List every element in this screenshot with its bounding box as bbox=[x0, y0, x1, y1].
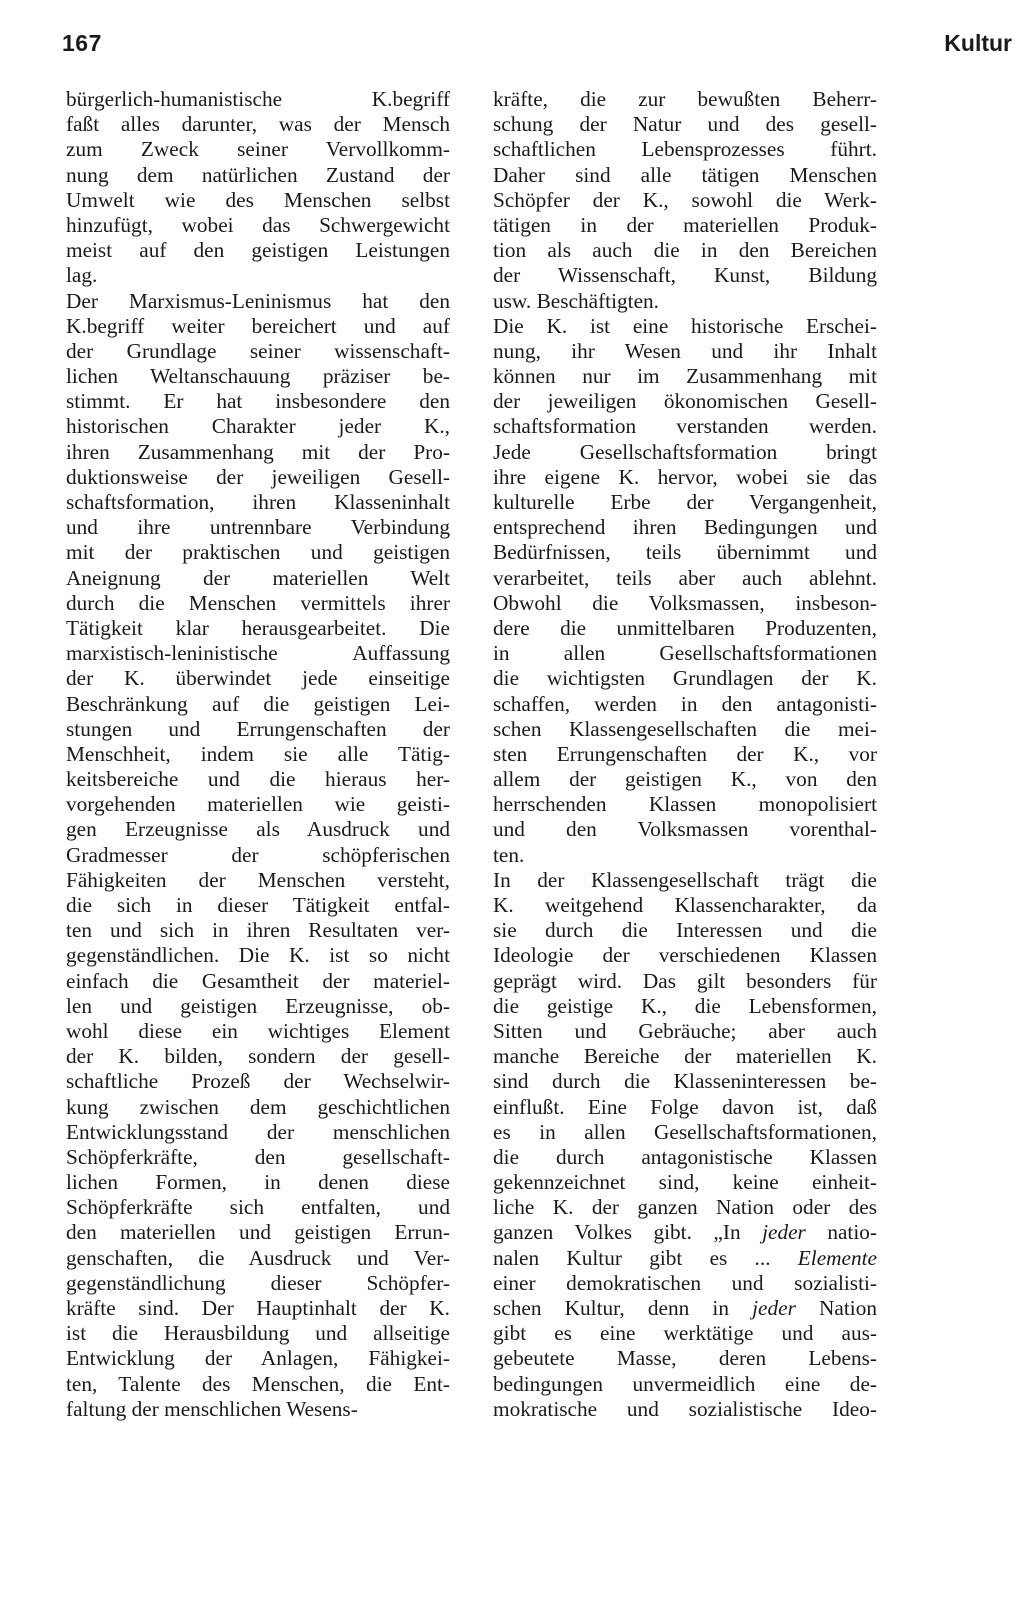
text-line: tion als auch die in den Bereichen bbox=[493, 238, 877, 263]
text-line: nung, ihr Wesen und ihr Inhalt bbox=[493, 338, 877, 363]
text-line: faßt alles darunter, was der Mensch bbox=[66, 112, 450, 137]
page-number: 167 bbox=[62, 30, 102, 56]
text-line: manche Bereiche der materiellen K. bbox=[493, 1044, 877, 1069]
text-line: Entwicklungsstand der menschlichen bbox=[66, 1119, 450, 1144]
text-line: gegenständlichen. Die K. ist so nicht bbox=[66, 943, 450, 968]
text-line: ganzen Volkes gibt. „In jeder natio- bbox=[493, 1220, 877, 1245]
text-line: gen Erzeugnisse als Ausdruck und bbox=[66, 817, 450, 842]
text-line: ihre eigene K. hervor, wobei sie das bbox=[493, 464, 877, 489]
text-line: marxistisch-leninistische Auffassung bbox=[66, 641, 450, 666]
text-line: ihren Zusammenhang mit der Pro- bbox=[66, 439, 450, 464]
text-line: historischen Charakter jeder K., bbox=[66, 414, 450, 439]
text-line: schaftliche Prozeß der Wechselwir- bbox=[66, 1069, 450, 1094]
left-column bbox=[66, 87, 450, 1422]
text-line: kulturelle Erbe der Vergangenheit, bbox=[493, 490, 877, 514]
text-line: ist die Herausbildung und allseitige bbox=[66, 1321, 450, 1346]
text-line: K.begriff weiter bereichert und auf bbox=[66, 313, 450, 338]
text-line: Schöpferkräfte, den gesellschaft- bbox=[66, 1144, 450, 1169]
text-line: nung dem natürlichen Zustand der bbox=[66, 162, 450, 187]
text-line: einer demokratischen und sozialisti- bbox=[493, 1270, 877, 1295]
text-line: schaftsformation, ihren Klasseninhalt bbox=[66, 490, 450, 514]
text-line: die geistige K., die Lebensformen, bbox=[493, 993, 877, 1018]
text-line: einflußt. Eine Folge davon ist, daß bbox=[493, 1094, 877, 1119]
text-line: Der Marxismus-Leninismus hat den bbox=[66, 288, 450, 313]
text-line: kung zwischen dem geschichtlichen bbox=[66, 1094, 450, 1119]
text-line: der Wissenschaft, Kunst, Bildung bbox=[493, 263, 877, 288]
text-line: usw. Beschäftigten. bbox=[493, 288, 659, 313]
text-line: tätigen in der materiellen Produk- bbox=[493, 212, 877, 237]
text-line: gegenständlichung dieser Schöpfer- bbox=[66, 1270, 450, 1295]
running-head: Kultur bbox=[944, 30, 1012, 56]
text-line: bedingungen unvermeidlich eine de- bbox=[493, 1371, 877, 1396]
text-line: K. weitgehend Klassencharakter, da bbox=[493, 893, 877, 917]
text-line: Aneignung der materiellen Welt bbox=[66, 565, 450, 590]
text-line: schaftsformation verstanden werden. bbox=[493, 414, 877, 439]
text-line: der jeweiligen ökonomischen Gesell- bbox=[493, 389, 877, 414]
text-line: kräfte sind. Der Hauptinhalt der K. bbox=[66, 1296, 450, 1320]
text-line: Die K. ist eine historische Erschei- bbox=[493, 313, 877, 338]
text-line: gebeutete Masse, deren Lebens- bbox=[493, 1346, 877, 1371]
text-line: entsprechend ihren Bedingungen und bbox=[493, 515, 877, 540]
text-line: hinzufügt, wobei das Schwergewicht bbox=[66, 212, 450, 237]
right-column bbox=[493, 87, 877, 1422]
page-header bbox=[62, 30, 1012, 70]
text-line: meist auf den geistigen Leistungen bbox=[66, 238, 450, 263]
text-line: Tätigkeit klar herausgearbeitet. Die bbox=[66, 615, 450, 640]
text-line: zum Zweck seiner Vervollkomm- bbox=[66, 137, 450, 162]
text-line: Jede Gesellschaftsformation bringt bbox=[493, 439, 877, 464]
text-line: kräfte, die zur bewußten Beherr- bbox=[493, 87, 877, 111]
text-line: Bedürfnissen, teils übernimmt und bbox=[493, 540, 877, 565]
text-line: ten. bbox=[493, 842, 525, 867]
text-line: len und geistigen Erzeugnisse, ob- bbox=[66, 993, 450, 1018]
text-line: vorgehenden materiellen wie geisti- bbox=[66, 792, 450, 817]
text-line: geprägt wird. Das gilt besonders für bbox=[493, 968, 877, 993]
text-line: verarbeitet, teils aber auch ablehnt. bbox=[493, 565, 877, 590]
text-line: allem der geistigen K., von den bbox=[493, 767, 877, 792]
text-line: Schöpferkräfte sich entfalten, und bbox=[66, 1195, 450, 1220]
text-line: lag. bbox=[66, 263, 98, 288]
text-line: stungen und Errungenschaften der bbox=[66, 716, 450, 741]
text-line: die wichtigsten Grundlagen der K. bbox=[493, 666, 877, 691]
text-line: es in allen Gesellschaftsformationen, bbox=[493, 1119, 877, 1144]
text-line: Beschränkung auf die geistigen Lei- bbox=[66, 691, 450, 716]
text-line: der K. bilden, sondern der gesell- bbox=[66, 1044, 450, 1069]
text-line: und ihre untrennbare Verbindung bbox=[66, 515, 450, 540]
text-line: schen Klassengesellschaften die mei- bbox=[493, 716, 877, 741]
text-line: der Grundlage seiner wissenschaft- bbox=[66, 338, 450, 363]
text-line: die durch antagonistische Klassen bbox=[493, 1144, 877, 1169]
text-line: Entwicklung der Anlagen, Fähigkei- bbox=[66, 1346, 450, 1371]
text-line: Menschheit, indem sie alle Tätig- bbox=[66, 741, 450, 766]
text-line: schaffen, werden in den antagonisti- bbox=[493, 691, 877, 716]
text-line: mit der praktischen und geistigen bbox=[66, 540, 450, 565]
text-line: Fähigkeiten der Menschen versteht, bbox=[66, 867, 450, 892]
text-line: stimmt. Er hat insbesondere den bbox=[66, 389, 450, 414]
text-line: sten Errungenschaften der K., vor bbox=[493, 741, 877, 766]
text-line: und den Volksmassen vorenthal- bbox=[493, 817, 877, 842]
text-line: schung der Natur und des gesell- bbox=[493, 112, 877, 137]
text-line: den materiellen und geistigen Errun- bbox=[66, 1220, 450, 1245]
text-line: lichen Formen, in denen diese bbox=[66, 1170, 450, 1195]
text-line: wohl diese ein wichtiges Element bbox=[66, 1018, 450, 1043]
text-line: durch die Menschen vermittels ihrer bbox=[66, 590, 450, 615]
text-line: keitsbereiche und die hieraus her- bbox=[66, 767, 450, 792]
text-line: gekennzeichnet sind, keine einheit- bbox=[493, 1170, 877, 1195]
text-line: faltung der menschlichen Wesens- bbox=[66, 1396, 358, 1421]
text-line: gibt es eine werktätige und aus- bbox=[493, 1321, 877, 1346]
text-line: liche K. der ganzen Nation oder des bbox=[493, 1195, 877, 1220]
text-line: Umwelt wie des Menschen selbst bbox=[66, 187, 450, 212]
text-line: lichen Weltanschauung präziser be- bbox=[66, 364, 450, 389]
text-line: herrschenden Klassen monopolisiert bbox=[493, 792, 877, 817]
text-line: dere die unmittelbaren Produzenten, bbox=[493, 615, 877, 640]
text-line: sie durch die Interessen und die bbox=[493, 918, 877, 943]
text-line: In der Klassengesellschaft trägt die bbox=[493, 867, 877, 892]
text-line: genschaften, die Ausdruck und Ver- bbox=[66, 1245, 450, 1270]
text-line: Daher sind alle tätigen Menschen bbox=[493, 162, 877, 187]
text-line: schaftlichen Lebensprozesses führt. bbox=[493, 137, 877, 162]
text-line: bürgerlich-humanistische K.begriff bbox=[66, 87, 450, 111]
text-line: können nur im Zusammenhang mit bbox=[493, 364, 877, 389]
text-line: ten, Talente des Menschen, die Ent- bbox=[66, 1371, 450, 1396]
text-line: die sich in dieser Tätigkeit entfal- bbox=[66, 893, 450, 917]
text-line: nalen Kultur gibt es ... Elemente bbox=[493, 1245, 877, 1270]
text-line: Gradmesser der schöpferischen bbox=[66, 842, 450, 867]
text-line: duktionsweise der jeweiligen Gesell- bbox=[66, 464, 450, 489]
text-line: Schöpfer der K., sowohl die Werk- bbox=[493, 187, 877, 212]
text-line: sind durch die Klasseninteressen be- bbox=[493, 1069, 877, 1094]
text-line: mokratische und sozialistische Ideo- bbox=[493, 1396, 877, 1421]
text-line: schen Kultur, denn in jeder Nation bbox=[493, 1296, 878, 1320]
text-line: einfach die Gesamtheit der materiel- bbox=[66, 968, 450, 993]
text-line: der K. überwindet jede einseitige bbox=[66, 666, 450, 691]
text-line: ten und sich in ihren Resultaten ver- bbox=[66, 918, 450, 943]
text-line: Ideologie der verschiedenen Klassen bbox=[493, 943, 877, 968]
text-line: Obwohl die Volksmassen, insbeson- bbox=[493, 590, 877, 615]
text-line: in allen Gesellschaftsformationen bbox=[493, 641, 877, 666]
text-line: Sitten und Gebräuche; aber auch bbox=[493, 1018, 877, 1043]
